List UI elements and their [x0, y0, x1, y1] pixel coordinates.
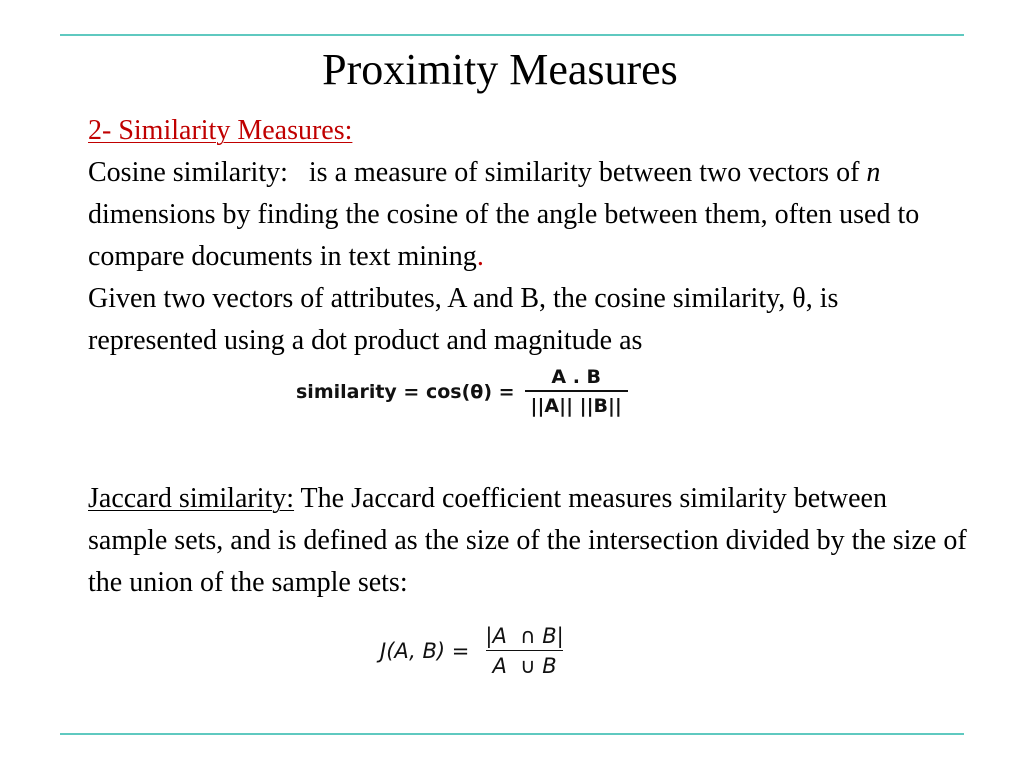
- cosine-section: [88, 110, 968, 362]
- cosine-formula-lhs: similarity = cos(θ) =: [296, 380, 515, 403]
- top-divider: [60, 34, 964, 36]
- cosine-given: Given two vectors of attributes, A and B, the cosine similarity, θ, is represented using a dot product and magnitude as: [88, 283, 839, 356]
- cosine-def-part2: dimensions by finding the cosine of the angle between them, often used to compare documents in text mining: [88, 199, 920, 272]
- jaccard-term: Jaccard similarity:: [88, 483, 295, 514]
- jaccard-section: [88, 478, 968, 604]
- jaccard-definition: [88, 478, 968, 604]
- cosine-fraction: [525, 366, 628, 417]
- jaccard-fraction: [479, 624, 569, 678]
- jaccard-denominator: A ∪ B: [486, 650, 562, 678]
- cosine-definition: [88, 152, 968, 278]
- slide-title: Proximity Measures: [322, 45, 678, 94]
- n-variable: n: [866, 157, 881, 188]
- jaccard-numerator: |A ∩ B|: [485, 624, 564, 648]
- bottom-divider: [60, 733, 964, 735]
- jaccard-formula-lhs: J(A, B) =: [380, 639, 470, 663]
- jaccard-formula: [380, 624, 570, 678]
- cosine-def-part1: is a measure of similarity between two vectors of: [287, 157, 867, 188]
- section-heading: [88, 110, 968, 152]
- cosine-def-end: .: [476, 241, 484, 272]
- cosine-term: Cosine similarity:: [88, 157, 288, 188]
- cosine-formula: [296, 366, 628, 417]
- cosine-numerator: A . B: [551, 366, 602, 388]
- jaccard-def: The Jaccard coefficient measures similarity between sample sets, and is defined as the size of the intersection divided by the size of the union of the sample sets:: [88, 483, 967, 598]
- section-heading-text: 2- Similarity Measures:: [88, 115, 353, 146]
- cosine-denominator: ||A|| ||B||: [525, 390, 628, 417]
